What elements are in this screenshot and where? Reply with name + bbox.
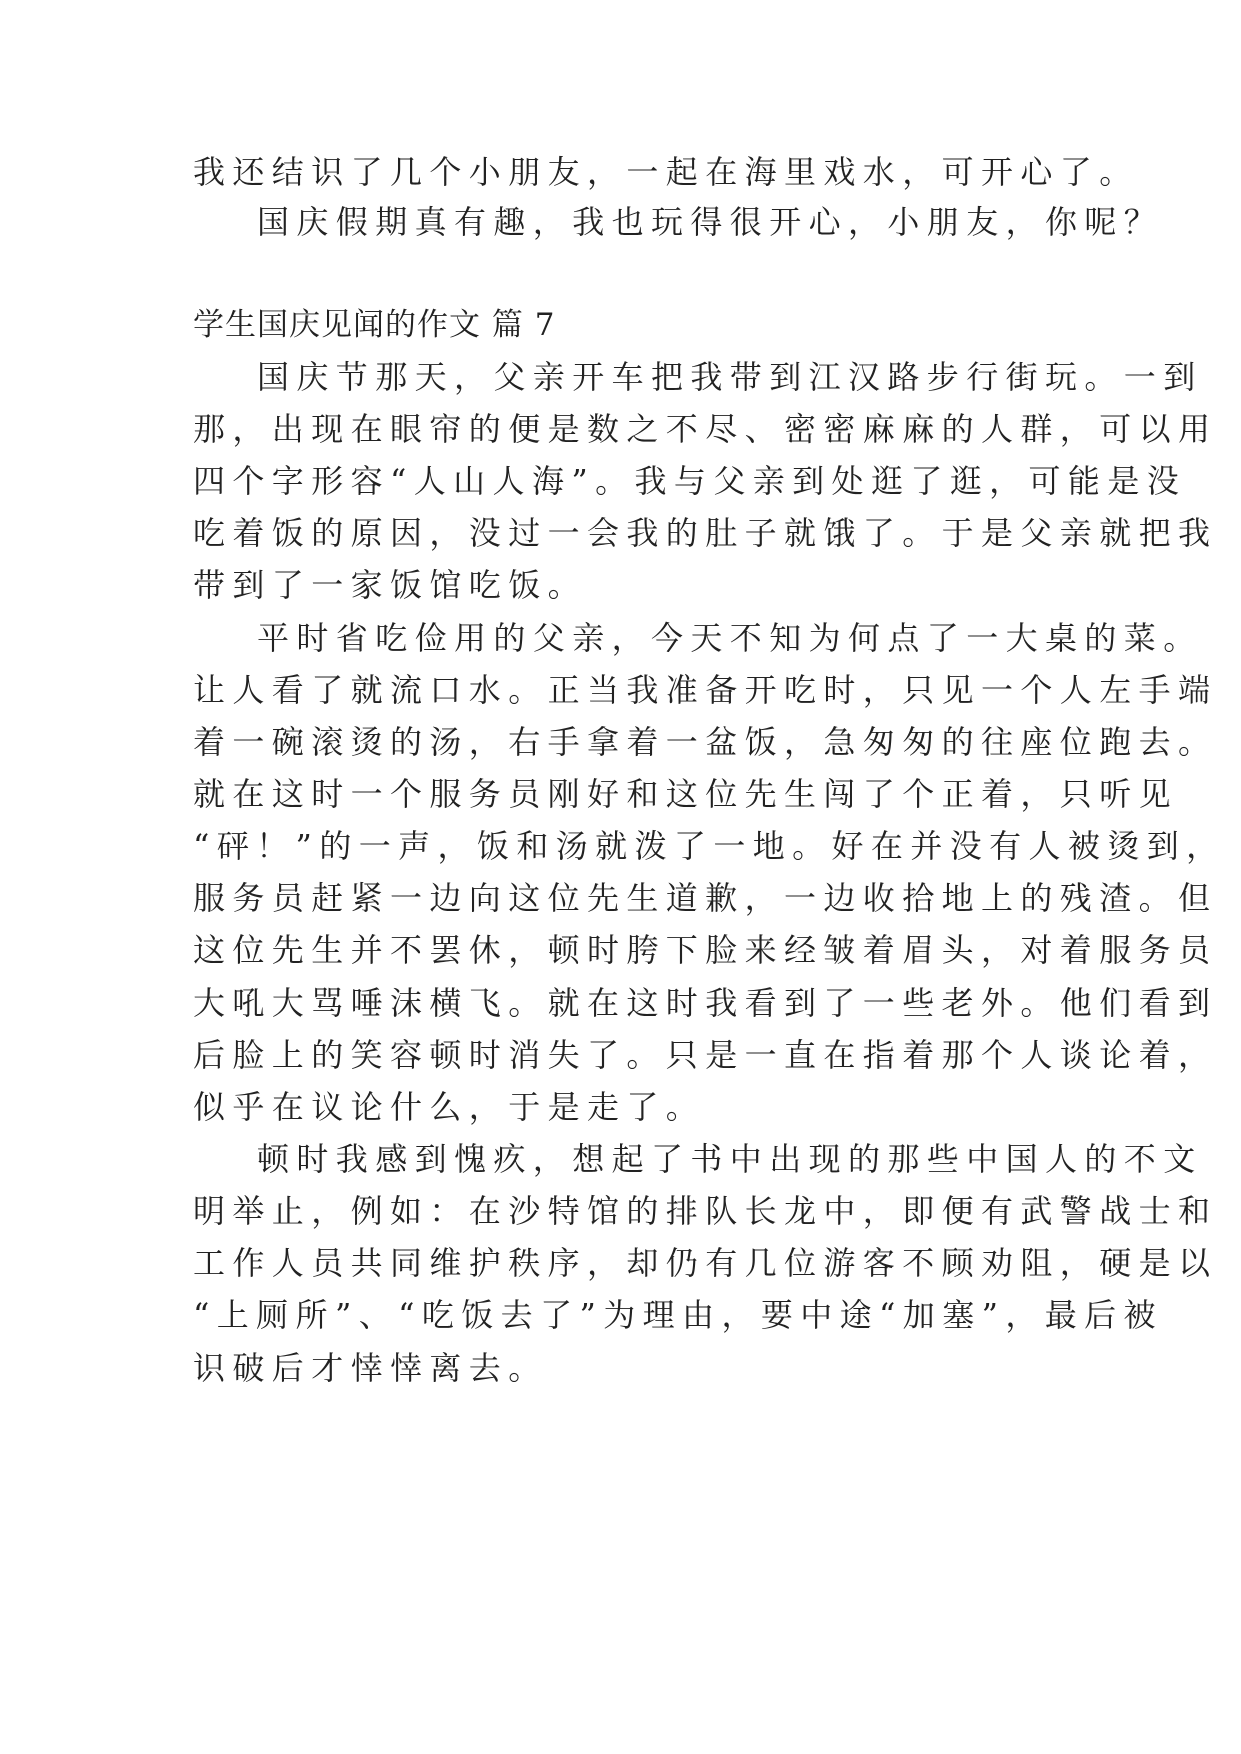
paragraph-line: 平时省吃俭用的父亲，今天不知为何点了一大桌的菜。 — [257, 619, 1203, 657]
paragraph-line: 国庆节那天，父亲开车把我带到江汉路步行街玩。一到 — [257, 358, 1203, 396]
paragraph-line: 着一碗滚烫的汤，右手拿着一盆饭，急匆匆的往座位跑去。 — [193, 723, 1218, 761]
paragraph-line: 顿时我感到愧疚，想起了书中出现的那些中国人的不文 — [257, 1140, 1203, 1178]
section-heading: 学生国庆见闻的作文 篇 7 — [193, 307, 556, 343]
paragraph-line: 服务员赶紧一边向这位先生道歉，一边收拾地上的残渣。但 — [193, 879, 1218, 917]
paragraph-line: 吃着饭的原因，没过一会我的肚子就饿了。于是父亲就把我 — [193, 514, 1218, 552]
paragraph-line: 带到了一家饭馆吃饭。 — [193, 566, 588, 604]
paragraph-line: 四个字形容“人山人海”。我与父亲到处逛了逛，可能是没 — [193, 462, 1187, 500]
paragraph-line: 明举止，例如：在沙特馆的排队长龙中，即便有武警战士和 — [193, 1192, 1218, 1230]
paragraph-line: 我还结识了几个小朋友，一起在海里戏水，可开心了。 — [193, 153, 1139, 191]
paragraph-line: 那，出现在眼帘的便是数之不尽、密密麻麻的人群，可以用 — [193, 410, 1218, 448]
paragraph-line: 大吼大骂唾沫横飞。就在这时我看到了一些老外。他们看到 — [193, 984, 1218, 1022]
paragraph-line: “上厕所”、“吃饭去了”为理由，要中途“加塞”，最后被 — [193, 1296, 1163, 1334]
paragraph-line: 工作人员共同维护秩序，却仍有几位游客不顾劝阻，硬是以 — [193, 1244, 1218, 1282]
paragraph-line: 识破后才悻悻离去。 — [193, 1349, 548, 1387]
paragraph-line: 让人看了就流口水。正当我准备开吃时，只见一个人左手端 — [193, 671, 1218, 709]
paragraph-line: 后脸上的笑容顿时消失了。只是一直在指着那个人谈论着， — [193, 1036, 1218, 1074]
paragraph-line: 国庆假期真有趣，我也玩得很开心，小朋友，你呢？ — [257, 203, 1164, 241]
paragraph-line: 这位先生并不罢休，顿时胯下脸来经皱着眉头，对着服务员 — [193, 931, 1218, 969]
paragraph-line: “砰！”的一声，饭和汤就泼了一地。好在并没有人被烫到， — [193, 827, 1226, 865]
paragraph-line: 就在这时一个服务员刚好和这位先生闯了个正着，只听见 — [193, 775, 1179, 813]
paragraph-line: 似乎在议论什么，于是走了。 — [193, 1088, 706, 1126]
